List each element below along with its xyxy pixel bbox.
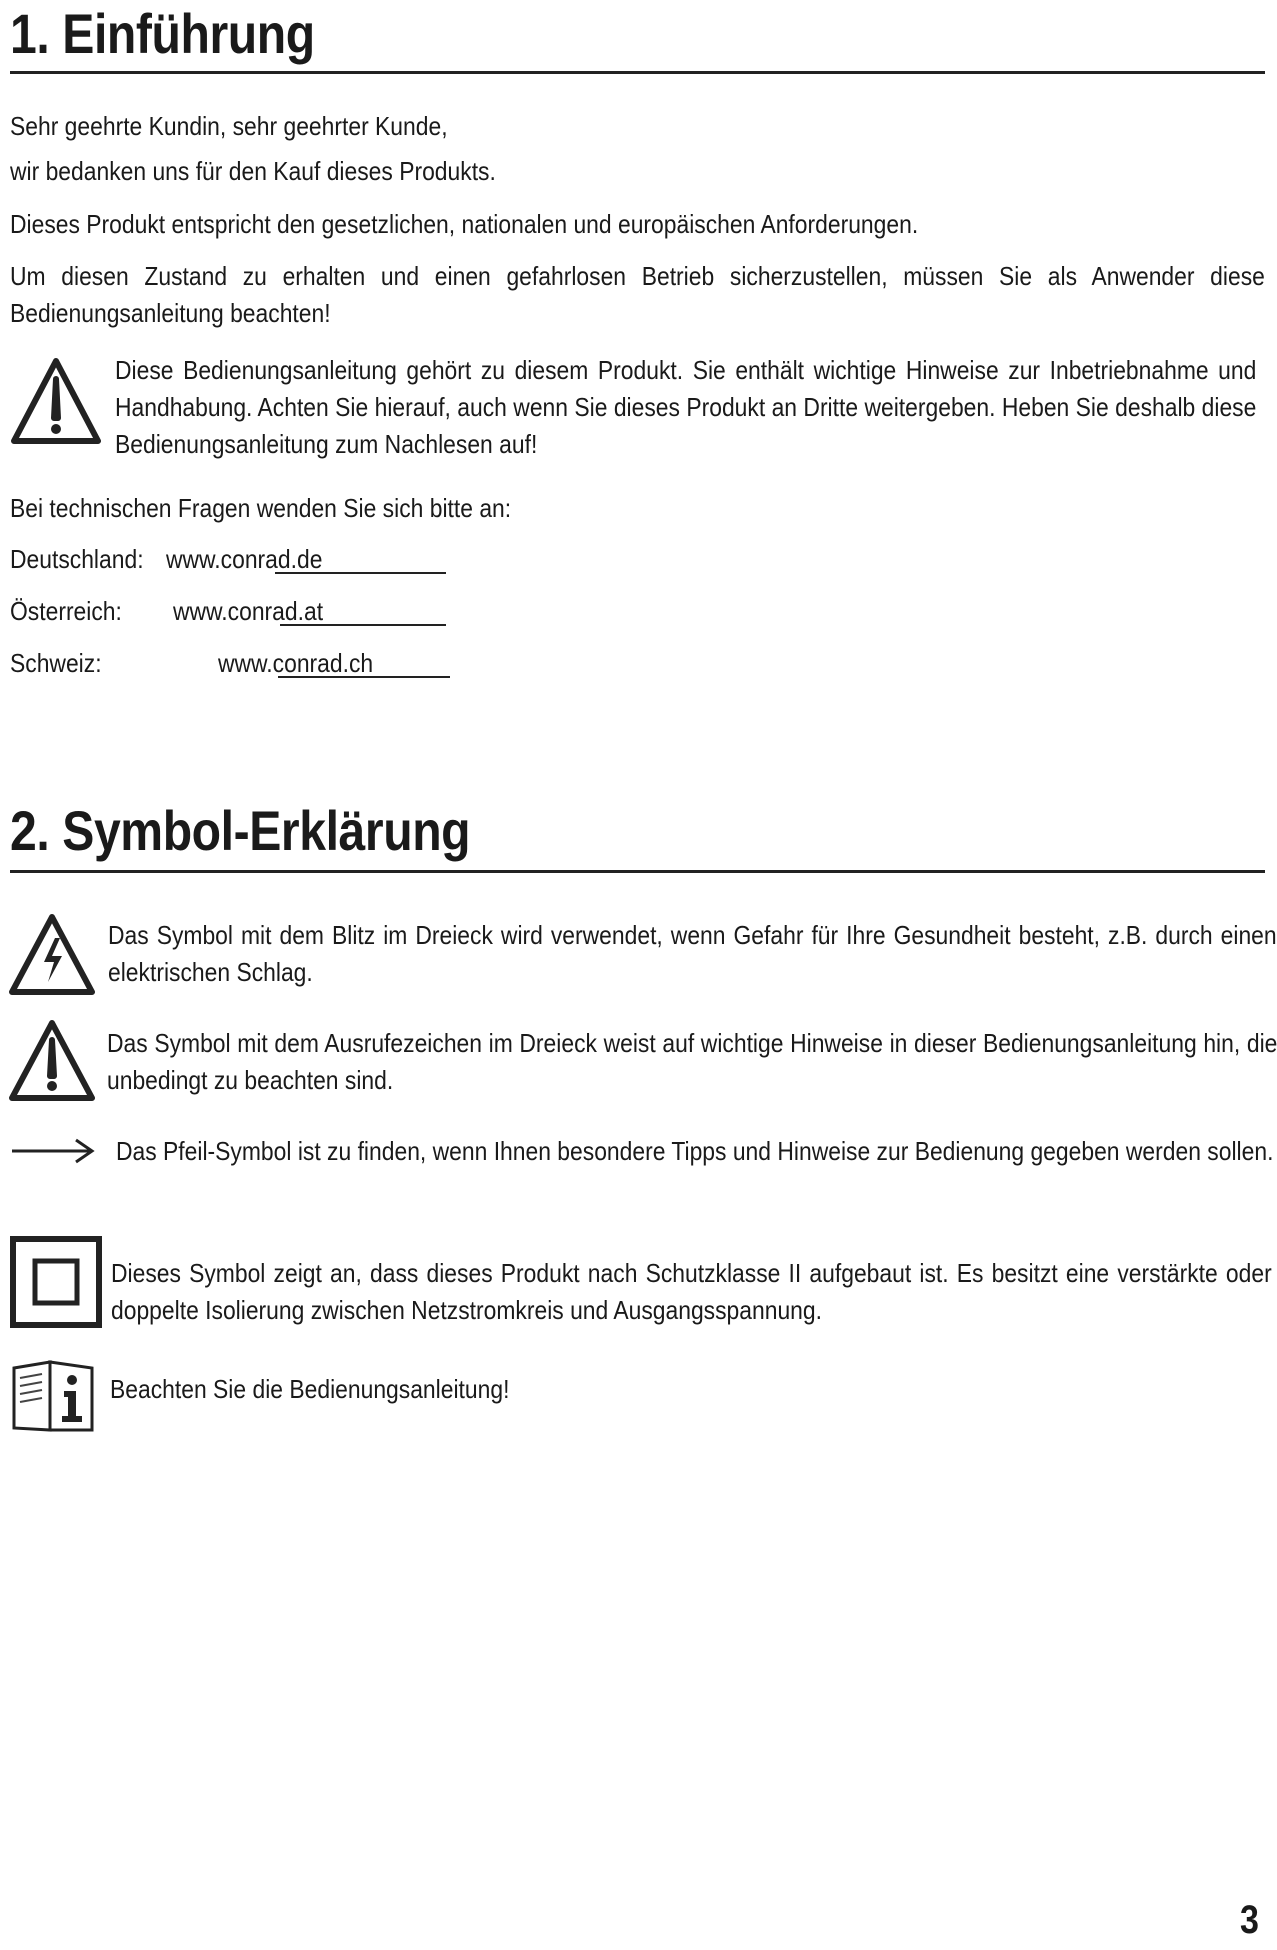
lightning-triangle-icon — [8, 912, 96, 998]
heading-rule — [10, 71, 1265, 74]
greeting-text: Sehr geehrte Kundin, sehr geehrter Kunde, — [10, 111, 448, 141]
exclamation-triangle-icon — [10, 356, 102, 448]
condition-text: Um diesen Zustand zu erhalten und einen gefahrlosen Betrieb sicherzustellen, müssen Sie als Anwender diese Bedienungsanleitung beachten! — [10, 261, 1265, 328]
underline-de — [275, 572, 446, 574]
symbol-arrow-text: Das Pfeil-Symbol ist zu finden, wenn Ihnen besondere Tipps und Hinweise zur Bedienung gegeben werden sollen. — [116, 1136, 1274, 1166]
contact-link-ch[interactable]: www.conrad.ch — [218, 648, 374, 678]
heading-rule — [10, 870, 1265, 873]
symbol-class-ii-text: Dieses Symbol zeigt an, dass dieses Produkt nach Schutzklasse II aufgebaut ist. Es besitzt eine verstärkte oder doppelte Isolierung zwischen Netzstromkreis und Ausgangsspannung. — [111, 1258, 1272, 1325]
symbol-manual-text: Beachten Sie die Bedienungsanleitung! — [110, 1374, 510, 1404]
contact-country-de: Deutschland: — [10, 544, 144, 574]
contact-link-de[interactable]: www.conrad.de — [166, 544, 323, 574]
underline-at — [280, 624, 446, 626]
contact-link-at[interactable]: www.conrad.at — [173, 596, 324, 626]
contact-country-at: Österreich: — [10, 596, 122, 626]
compliance-text: Dieses Produkt entspricht den gesetzlichen, nationalen und europäischen Anforderungen. — [10, 209, 919, 239]
protection-class-ii-icon — [10, 1236, 102, 1328]
symbol-exclamation-text: Das Symbol mit dem Ausrufezeichen im Dreieck weist auf wichtige Hinweise in dieser Bedienungsanleitung hin, die unbedingt zu beachten sind. — [107, 1028, 1277, 1095]
thanks-text: wir bedanken uns für den Kauf dieses Produkts. — [10, 156, 496, 186]
section-1-heading: 1. Einführung — [10, 2, 315, 65]
section-2-heading: 2. Symbol-Erklärung — [10, 799, 471, 862]
arrow-right-icon — [10, 1135, 96, 1167]
exclamation-triangle-icon — [8, 1018, 96, 1104]
manual-info-icon — [10, 1358, 96, 1434]
page-number: 3 — [1240, 1898, 1259, 1942]
contact-intro: Bei technischen Fragen wenden Sie sich bitte an: — [10, 493, 512, 523]
contact-country-ch: Schweiz: — [10, 648, 102, 678]
warning-text — [115, 352, 1256, 463]
warning-text-content: Diese Bedienungsanleitung gehört zu diesem Produkt. Sie enthält wichtige Hinweise zur Inbetriebnahme und Handhabung. Achten Sie hierauf, auch wenn Sie dieses Produkt an Dritte weitergeben. Heben Sie deshalb diese Bedienungsanleitung zum Nachlesen auf! — [115, 355, 1257, 459]
underline-ch — [278, 676, 450, 678]
symbol-lightning-text: Das Symbol mit dem Blitz im Dreieck wird verwendet, wenn Gefahr für Ihre Gesundheit besteht, z.B. durch einen elektrischen Schlag. — [108, 920, 1277, 987]
